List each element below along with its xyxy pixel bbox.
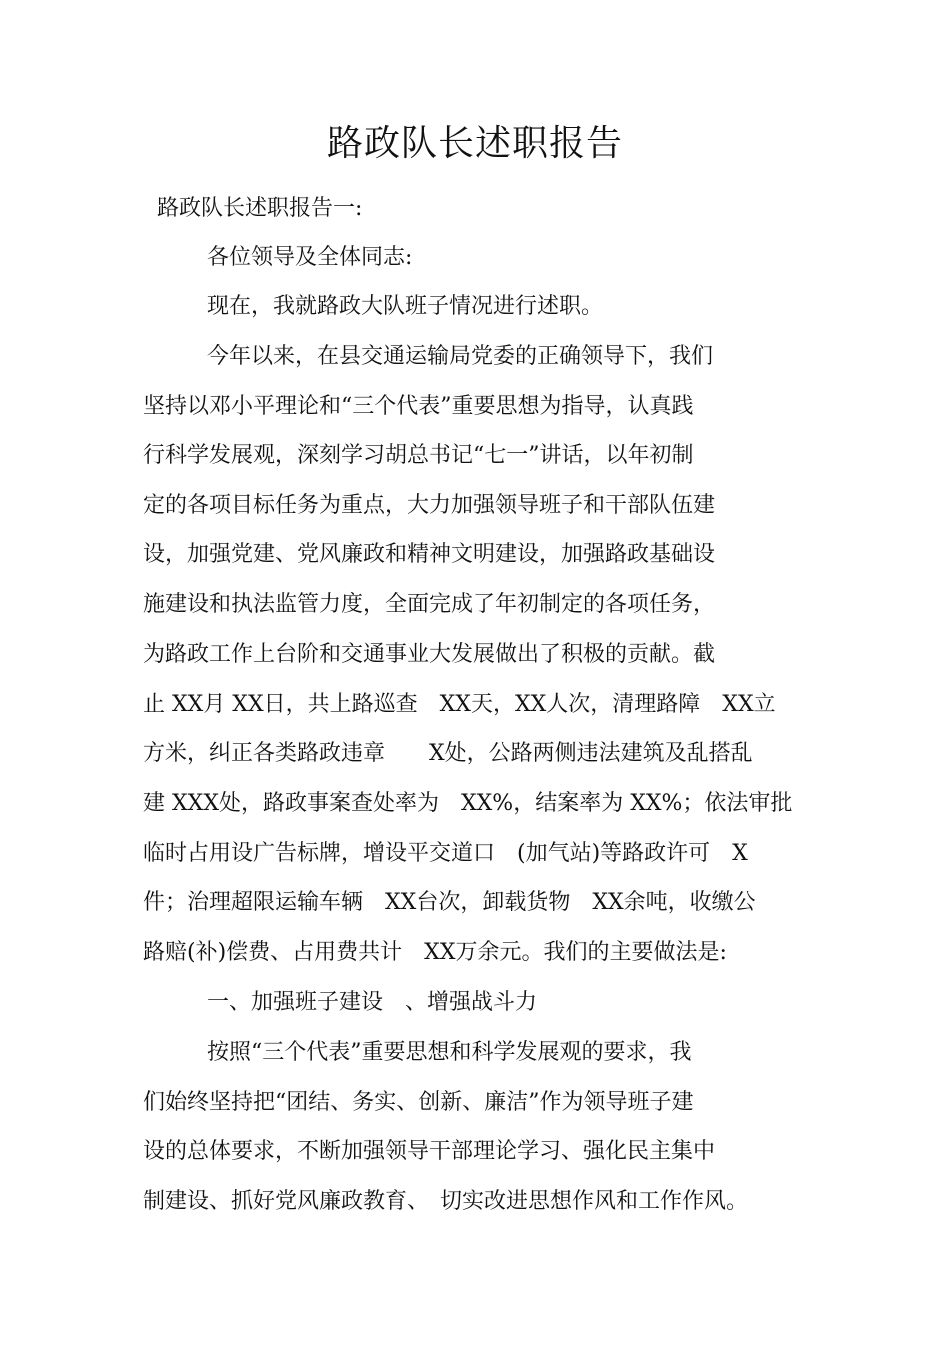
- paragraph1-line: 止 XX月 XX日，共上路巡查 XX天，XX人次，清理路障 XX立: [143, 692, 776, 717]
- paragraph1-line: 件；治理超限运输车辆 XX台次，卸载货物 XX余吨，收缴公: [143, 890, 756, 915]
- paragraph1-line: 行科学发展观，深刻学习胡总书记“七一”讲话，以年初制: [143, 443, 694, 468]
- paragraph1-line: 今年以来，在县交通运输局党委的正确领导下，我们: [207, 344, 714, 369]
- paragraph2-line: 制建设、抓好党风廉政教育、 切实改进思想作风和工作作风。: [143, 1189, 749, 1214]
- paragraph1-line: 施建设和执法监管力度，全面完成了年初制定的各项任务，: [143, 592, 716, 617]
- salutation: 各位领导及全体同志:: [207, 245, 413, 270]
- paragraph1-line: 坚持以邓小平理论和“三个代表”重要思想为指导，认真践: [143, 394, 694, 419]
- paragraph1-line: 方米，纠正各类路政违章 X处，公路两侧违法建筑及乱搭乱: [143, 741, 753, 766]
- document-title: 路政队长述职报告: [326, 123, 623, 164]
- paragraph2-line: 按照“三个代表”重要思想和科学发展观的要求，我: [207, 1040, 692, 1065]
- paragraph2-line: 设的总体要求，不断加强领导干部理论学习、强化民主集中: [143, 1139, 716, 1164]
- paragraph2-line: 们始终坚持把“团结、务实、创新、廉洁”作为领导班子建: [143, 1090, 694, 1115]
- paragraph1-line: 为路政工作上台阶和交通事业大发展做出了积极的贡献。截: [143, 642, 716, 667]
- document-subtitle: 路政队长述职报告一:: [157, 196, 363, 221]
- intro-line: 现在，我就路政大队班子情况进行述职。: [207, 294, 604, 319]
- paragraph1-line: 定的各项目标任务为重点，大力加强领导班子和干部队伍建: [143, 493, 716, 518]
- paragraph1-line: 临时占用设广告标牌，增设平交道口 (加气站)等路政许可 X: [143, 841, 748, 866]
- section1-heading: 一、加强班子建设 、增强战斗力: [207, 990, 538, 1015]
- paragraph1-line: 路赔(补)偿费、占用费共计 XX万余元。我们的主要做法是:: [143, 940, 727, 965]
- paragraph1-line: 设，加强党建、党风廉政和精神文明建设，加强路政基础设: [143, 542, 716, 567]
- paragraph1-line: 建 XXX处，路政事案查处率为 XX%，结案率为 XX%；依法审批: [143, 791, 793, 816]
